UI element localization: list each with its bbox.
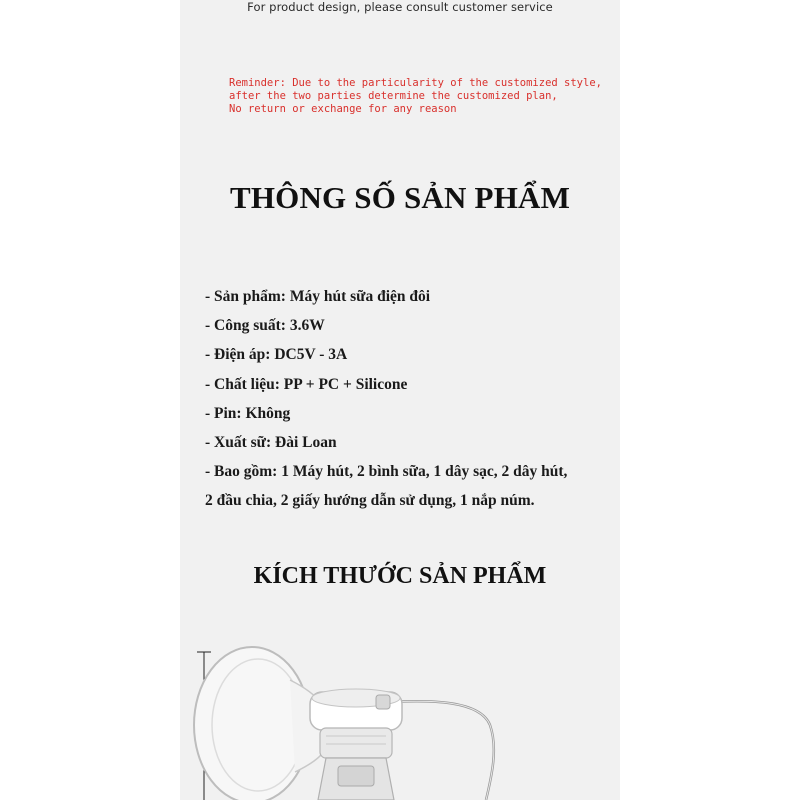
product-detail-panel bbox=[180, 0, 620, 800]
spec-item-power: - Công suất: 3.6W bbox=[205, 317, 325, 335]
spec-item-voltage: - Điện áp: DC5V - 3A bbox=[205, 346, 348, 364]
spec-item-battery: - Pin: Không bbox=[205, 404, 291, 422]
reminder-note bbox=[229, 77, 602, 116]
breast-pump-image bbox=[180, 640, 620, 800]
spec-item-includes: - Bao gồm: 1 Máy hút, 2 bình sữa, 1 dây sạc, 2 dây hút, bbox=[205, 463, 568, 481]
spec-item-includes-cont: 2 đầu chia, 2 giấy hướng dẫn sử dụng, 1 nắp núm. bbox=[205, 492, 535, 510]
spec-section-title: THÔNG SỐ SẢN PHẨM bbox=[229, 180, 571, 215]
spec-item-material: - Chất liệu: PP + PC + Silicone bbox=[205, 375, 408, 393]
reminder-line: No return or exchange for any reason bbox=[229, 103, 457, 115]
consult-note: For product design, please consult customer service bbox=[247, 0, 553, 14]
spec-item-origin: - Xuất sữ: Đài Loan bbox=[205, 433, 337, 451]
reminder-line: Reminder: Due to the particularity of the customized style, bbox=[229, 77, 602, 89]
spec-item-product: - Sản phẩm: Máy hút sữa điện đôi bbox=[205, 288, 431, 305]
reminder-line: after the two parties determine the customized plan, bbox=[229, 90, 558, 102]
spec-list bbox=[205, 282, 615, 516]
size-section-title: KÍCH THƯỚC SẢN PHẨM bbox=[253, 563, 547, 589]
